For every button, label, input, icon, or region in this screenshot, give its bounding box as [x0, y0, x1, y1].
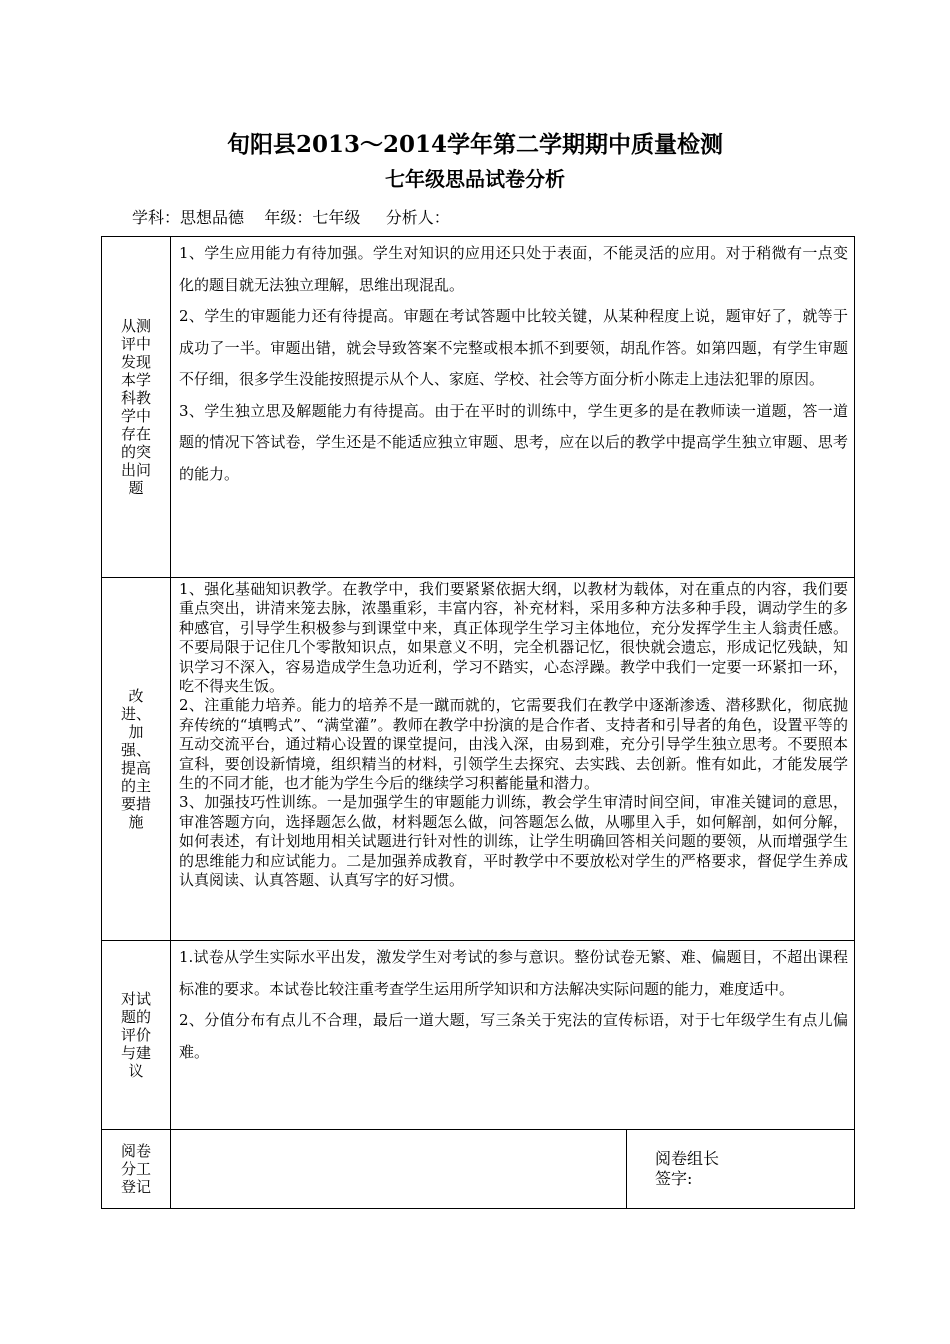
row-label-problems: 从测评中发现本学科教学中存在的突出问题: [102, 237, 171, 578]
row-label-registration: 阅卷分工登记: [102, 1130, 171, 1209]
row-label-evaluation: 对试题的评价与建议: [102, 941, 171, 1130]
paragraph: 2、学生的审题能力还有待提高。审题在考试答题中比较关键，从某种程度上说，题审好了，就等于成功了一半。审题出错，就会导致答案不完整或根本抓不到要领，胡乱作答。如第四题，有学生审题不仔细，很多学生没能按照提示从个人、家庭、学校、社会等方面分析小陈走上违法犯罪的原因。: [179, 307, 848, 388]
problems-cell: [171, 237, 855, 578]
paragraph: 1、强化基础知识教学。在教学中，我们要紧紧依据大纲，以教材为载体，对在重点的内容，我们要重点突出，讲清来笼去脉，浓墨重彩，丰富内容，补充材料，采用多种方法多种手段，调动学生的多种感官，引导学生积极参与到课堂中来，真正体现学生学习主体地位，充分发挥学生主人翁责任感。不要局限于记住几个零散知识点，如果意义不明，完全机器记忆，很快就会遗忘，形成记忆残缺，知识学习不深入，容易造成学生急功近利，学习不踏实，心态浮躁。教学中我们一定要一环紧扣一环，吃不得夹生饭。: [179, 580, 848, 696]
table-row: [102, 941, 855, 1130]
document-subtitle: 七年级思品试卷分析: [385, 167, 565, 191]
table-row: [102, 578, 855, 941]
registration-cell: [171, 1130, 627, 1209]
meta-line: 学科：思想品德 年级：七年级 分析人：: [132, 208, 450, 227]
row-label-measures: 改进、加强、提高的主要措施: [102, 578, 171, 941]
analysis-table: [101, 236, 855, 1209]
document-title: 旬阳县2013～2014学年第二学期期中质量检测: [226, 131, 724, 158]
paragraph: 1、学生应用能力有待加强。学生对知识的应用还只处于表面，不能灵活的应用。对于稍微有一点变化的题目就无法独立理解，思维出现混乱。: [179, 244, 848, 294]
paragraph: 1.试卷从学生实际水平出发，激发学生对考试的参与意识。整份试卷无繁、难、偏题目，不超出课程标准的要求。本试卷比较注重考查学生运用所学知识和方法解决实际问题的能力，难度适中。: [179, 948, 848, 998]
signature-label: 阅卷组长 签字:: [655, 1149, 720, 1188]
table-row: [102, 1130, 855, 1209]
paragraph: 2、分值分布有点儿不合理，最后一道大题，写三条关于宪法的宣传标语，对于七年级学生有点儿偏难。: [179, 1011, 848, 1061]
measures-cell: [171, 578, 855, 941]
paragraph: 3、学生独立思及解题能力有待提高。由于在平时的训练中，学生更多的是在教师读一道题，答一道题的情况下答试卷，学生还是不能适应独立审题、思考，应在以后的教学中提高学生独立审题、思考的能力。: [179, 401, 848, 483]
evaluation-cell: [171, 941, 855, 1130]
table-row: [102, 237, 855, 578]
paragraph: 2、注重能力培养。能力的培养不是一蹴而就的，它需要我们在教学中逐渐渗透、潜移默化，彻底抛弃传统的“填鸭式”、“满堂灌”。教师在教学中扮演的是合作者、支持者和引导者的角色，设置平等的互动交流平台，通过精心设置的课堂提问，由浅入深，由易到难，充分引导学生独立思考。不要照本宣科，要创设新情境，组织精当的材料，引领学生去探究、去实践、去创新。惟有如此，才能发展学生的不同才能，也才能为学生今后的继续学习积蓄能量和潜力。: [179, 696, 848, 793]
paragraph: 3、加强技巧性训练。一是加强学生的审题能力训练，教会学生审清时间空间，审准关键词的意思，审准答题方向，选择题怎么做，材料题怎么做，问答题怎么做，从哪里入手，如何解剖，如何分解，如何表述，有计划地用相关试题进行针对性的训练，让学生明确回答相关问题的要领，从而增强学生的思维能力和应试能力。二是加强养成教育，平时教学中不要放松对学生的严格要求，督促学生养成认真阅读、认真答题、认真写字的好习惯。: [179, 793, 848, 890]
signature-cell: [627, 1130, 855, 1209]
